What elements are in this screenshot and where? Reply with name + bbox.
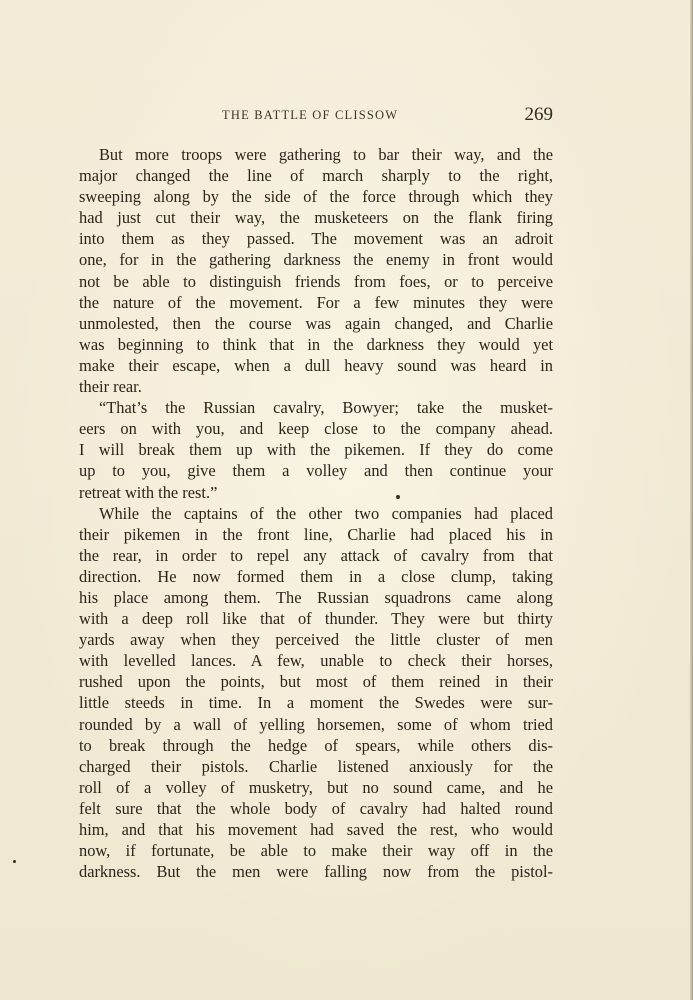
- page-number: 269: [524, 104, 553, 125]
- text-line: direction. He now formed them in a close clump, taking: [79, 566, 553, 586]
- text-line: one, for in the gathering darkness the enemy in front would: [79, 250, 553, 270]
- text-line: “That’s the Russian cavalry, Bowyer; take the musket-: [99, 398, 553, 418]
- text-line: rounded by a wall of yelling horsemen, some of whom tried: [79, 714, 553, 734]
- text-line: now, if fortunate, be able to make their way off in the: [79, 841, 553, 861]
- text-line: his place among them. The Russian squadrons came along: [79, 587, 553, 607]
- text-line: was beginning to think that in the darkness they would yet: [79, 334, 553, 354]
- text-line: yards away when they perceived the little cluster of men: [79, 630, 553, 650]
- text-line: rushed upon the points, but most of them reined in their: [79, 672, 553, 692]
- text-line: But more troops were gathering to bar their way, and the: [99, 145, 553, 164]
- text-line: While the captains of the other two companies had placed: [99, 503, 553, 523]
- text-line: the nature of the movement. For a few minutes they were: [79, 292, 553, 312]
- text-line: their rear.: [79, 377, 142, 397]
- text-line: to break through the hedge of spears, while others dis-: [79, 735, 553, 755]
- text-line: I will break them up with the pikemen. If they do come: [79, 440, 553, 460]
- text-line: into them as they passed. The movement was an adroit: [79, 229, 553, 249]
- text-line: retreat with the rest.”: [79, 482, 218, 502]
- text-line: the rear, in order to repel any attack of cavalry from that: [79, 545, 553, 565]
- text-line: make their escape, when a dull heavy sound was heard in: [79, 355, 553, 375]
- ink-speck: [13, 860, 16, 863]
- text-line: with levelled lances. A few, unable to check their horses,: [79, 651, 553, 671]
- text-line: unmolested, then the course was again changed, and Charlie: [79, 313, 553, 333]
- text-line: him, and that his movement had saved the rest, who would: [79, 820, 553, 839]
- text-line: charged their pistols. Charlie listened anxiously for the: [79, 756, 553, 776]
- text-line: roll of a volley of musketry, but no sound came, and he: [79, 777, 553, 797]
- running-title: THE BATTLE OF CLISSOW: [222, 108, 399, 122]
- text-line: little steeds in time. In a moment the Swedes were sur-: [79, 693, 553, 713]
- text-line: felt sure that the whole body of cavalry had halted round: [79, 798, 553, 818]
- body-text: [79, 144, 553, 882]
- ink-speck: [396, 495, 400, 499]
- text-line: up to you, give them a volley and then continue your: [79, 461, 553, 481]
- text-line: eers on with you, and keep close to the company ahead.: [79, 419, 553, 439]
- text-line: sweeping along by the side of the force through which they: [79, 187, 553, 207]
- text-line: had just cut their way, the musketeers on the flank firing: [79, 208, 553, 228]
- text-line: with a deep roll like that of thunder. They were but thirty: [79, 609, 553, 629]
- text-line: their pikemen in the front line, Charlie had placed his in: [79, 524, 553, 544]
- text-line: darkness. But the men were falling now from the pistol-: [79, 862, 553, 882]
- text-line: not be able to distinguish friends from foes, or to perceive: [79, 271, 553, 291]
- running-head: [80, 106, 553, 126]
- text-line: major changed the line of march sharply to the right,: [79, 166, 553, 186]
